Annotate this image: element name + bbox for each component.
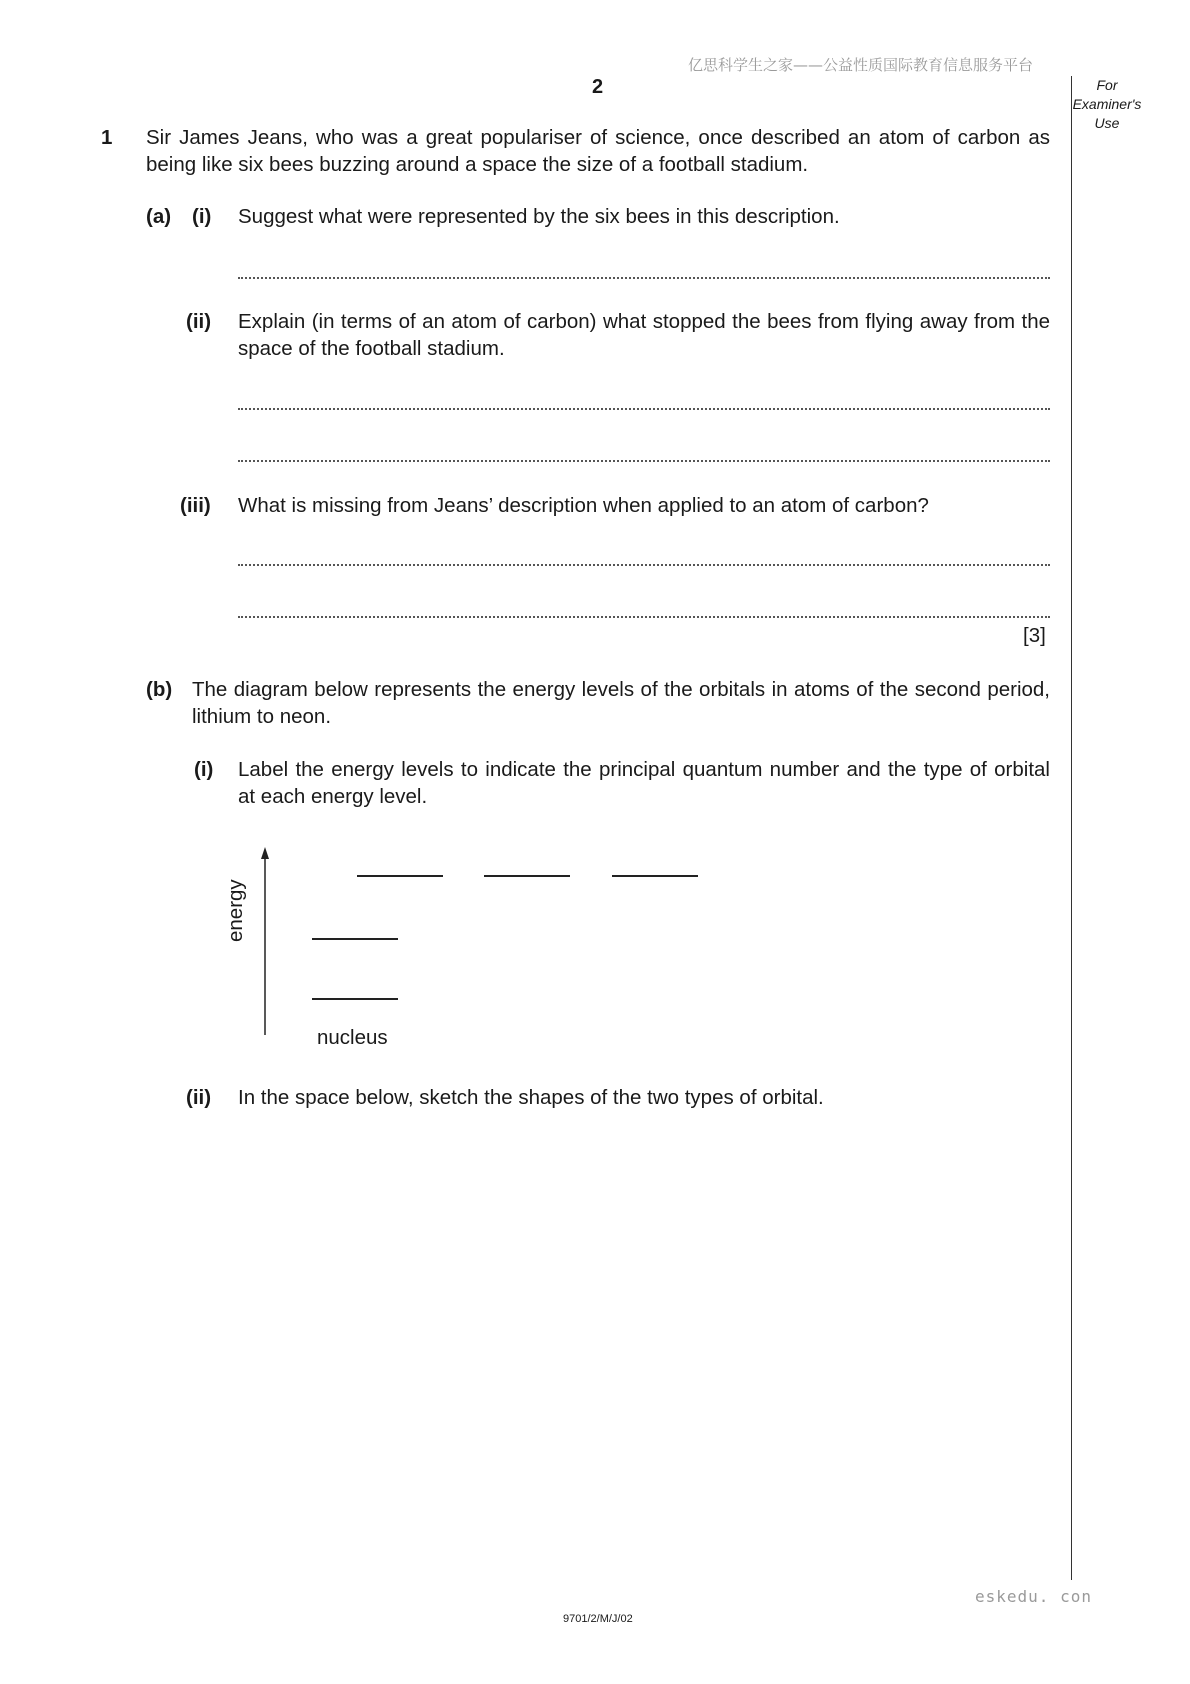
energy-level-2s[interactable] <box>312 938 398 940</box>
answer-line[interactable] <box>238 406 1050 410</box>
sketch-area[interactable] <box>238 1120 1050 1560</box>
energy-level-2p-1[interactable] <box>357 875 443 877</box>
energy-level-2p-3[interactable] <box>612 875 698 877</box>
part-b-ii-label: (ii) <box>186 1086 212 1109</box>
energy-axis-arrow <box>255 845 275 1035</box>
marks-a: [3] <box>1023 624 1046 647</box>
part-b-label: (b) <box>146 678 173 701</box>
part-a-iii-label: (iii) <box>180 494 211 517</box>
question-number: 1 <box>101 126 113 149</box>
watermark-footer: eskedu. con <box>975 1587 1092 1606</box>
part-a-label: (a) <box>146 205 172 228</box>
answer-line[interactable] <box>238 614 1050 618</box>
energy-level-1s[interactable] <box>312 998 398 1000</box>
answer-line[interactable] <box>238 275 1050 279</box>
part-a-i-label: (i) <box>192 205 212 228</box>
part-a-ii-text: Explain (in terms of an atom of carbon) what stopped the bees from flying away from the space of the football stadium. <box>238 310 1050 360</box>
examiner-line-1: For <box>1096 77 1118 93</box>
watermark-header: 亿思科学生之家——公益性质国际教育信息服务平台 <box>688 56 1034 74</box>
nucleus-label: nucleus <box>317 1026 388 1049</box>
examiner-margin-rule <box>1071 76 1072 1580</box>
examiner-line-2: Examiner's <box>1072 96 1142 112</box>
page-number: 2 <box>592 76 604 98</box>
energy-axis-label: energy <box>224 879 247 942</box>
footer-code: 9701/2/M/J/02 <box>563 1613 633 1625</box>
answer-line[interactable] <box>238 562 1050 566</box>
part-a-iii-text: What is missing from Jeans’ description when applied to an atom of carbon? <box>238 494 929 517</box>
part-a-ii-label: (ii) <box>186 310 212 333</box>
part-b-text: The diagram below represents the energy levels of the orbitals in atoms of the second period, lithium to neon. <box>192 678 1050 728</box>
energy-level-2p-2[interactable] <box>484 875 570 877</box>
part-b-ii-text: In the space below, sketch the shapes of the two types of orbital. <box>238 1086 824 1109</box>
part-b-i-text: Label the energy levels to indicate the principal quantum number and the type of orbital at each energy level. <box>238 758 1050 808</box>
answer-line[interactable] <box>238 458 1050 462</box>
part-a-i-text: Suggest what were represented by the six bees in this description. <box>238 205 840 228</box>
question-intro: Sir James Jeans, who was a great populariser of science, once described an atom of carbon as being like six bees buzzing around a space the size of a football stadium. <box>146 126 1050 176</box>
examiner-line-3: Use <box>1094 115 1120 131</box>
examiner-use-box <box>1068 76 1146 133</box>
part-b-i-label: (i) <box>194 758 214 781</box>
